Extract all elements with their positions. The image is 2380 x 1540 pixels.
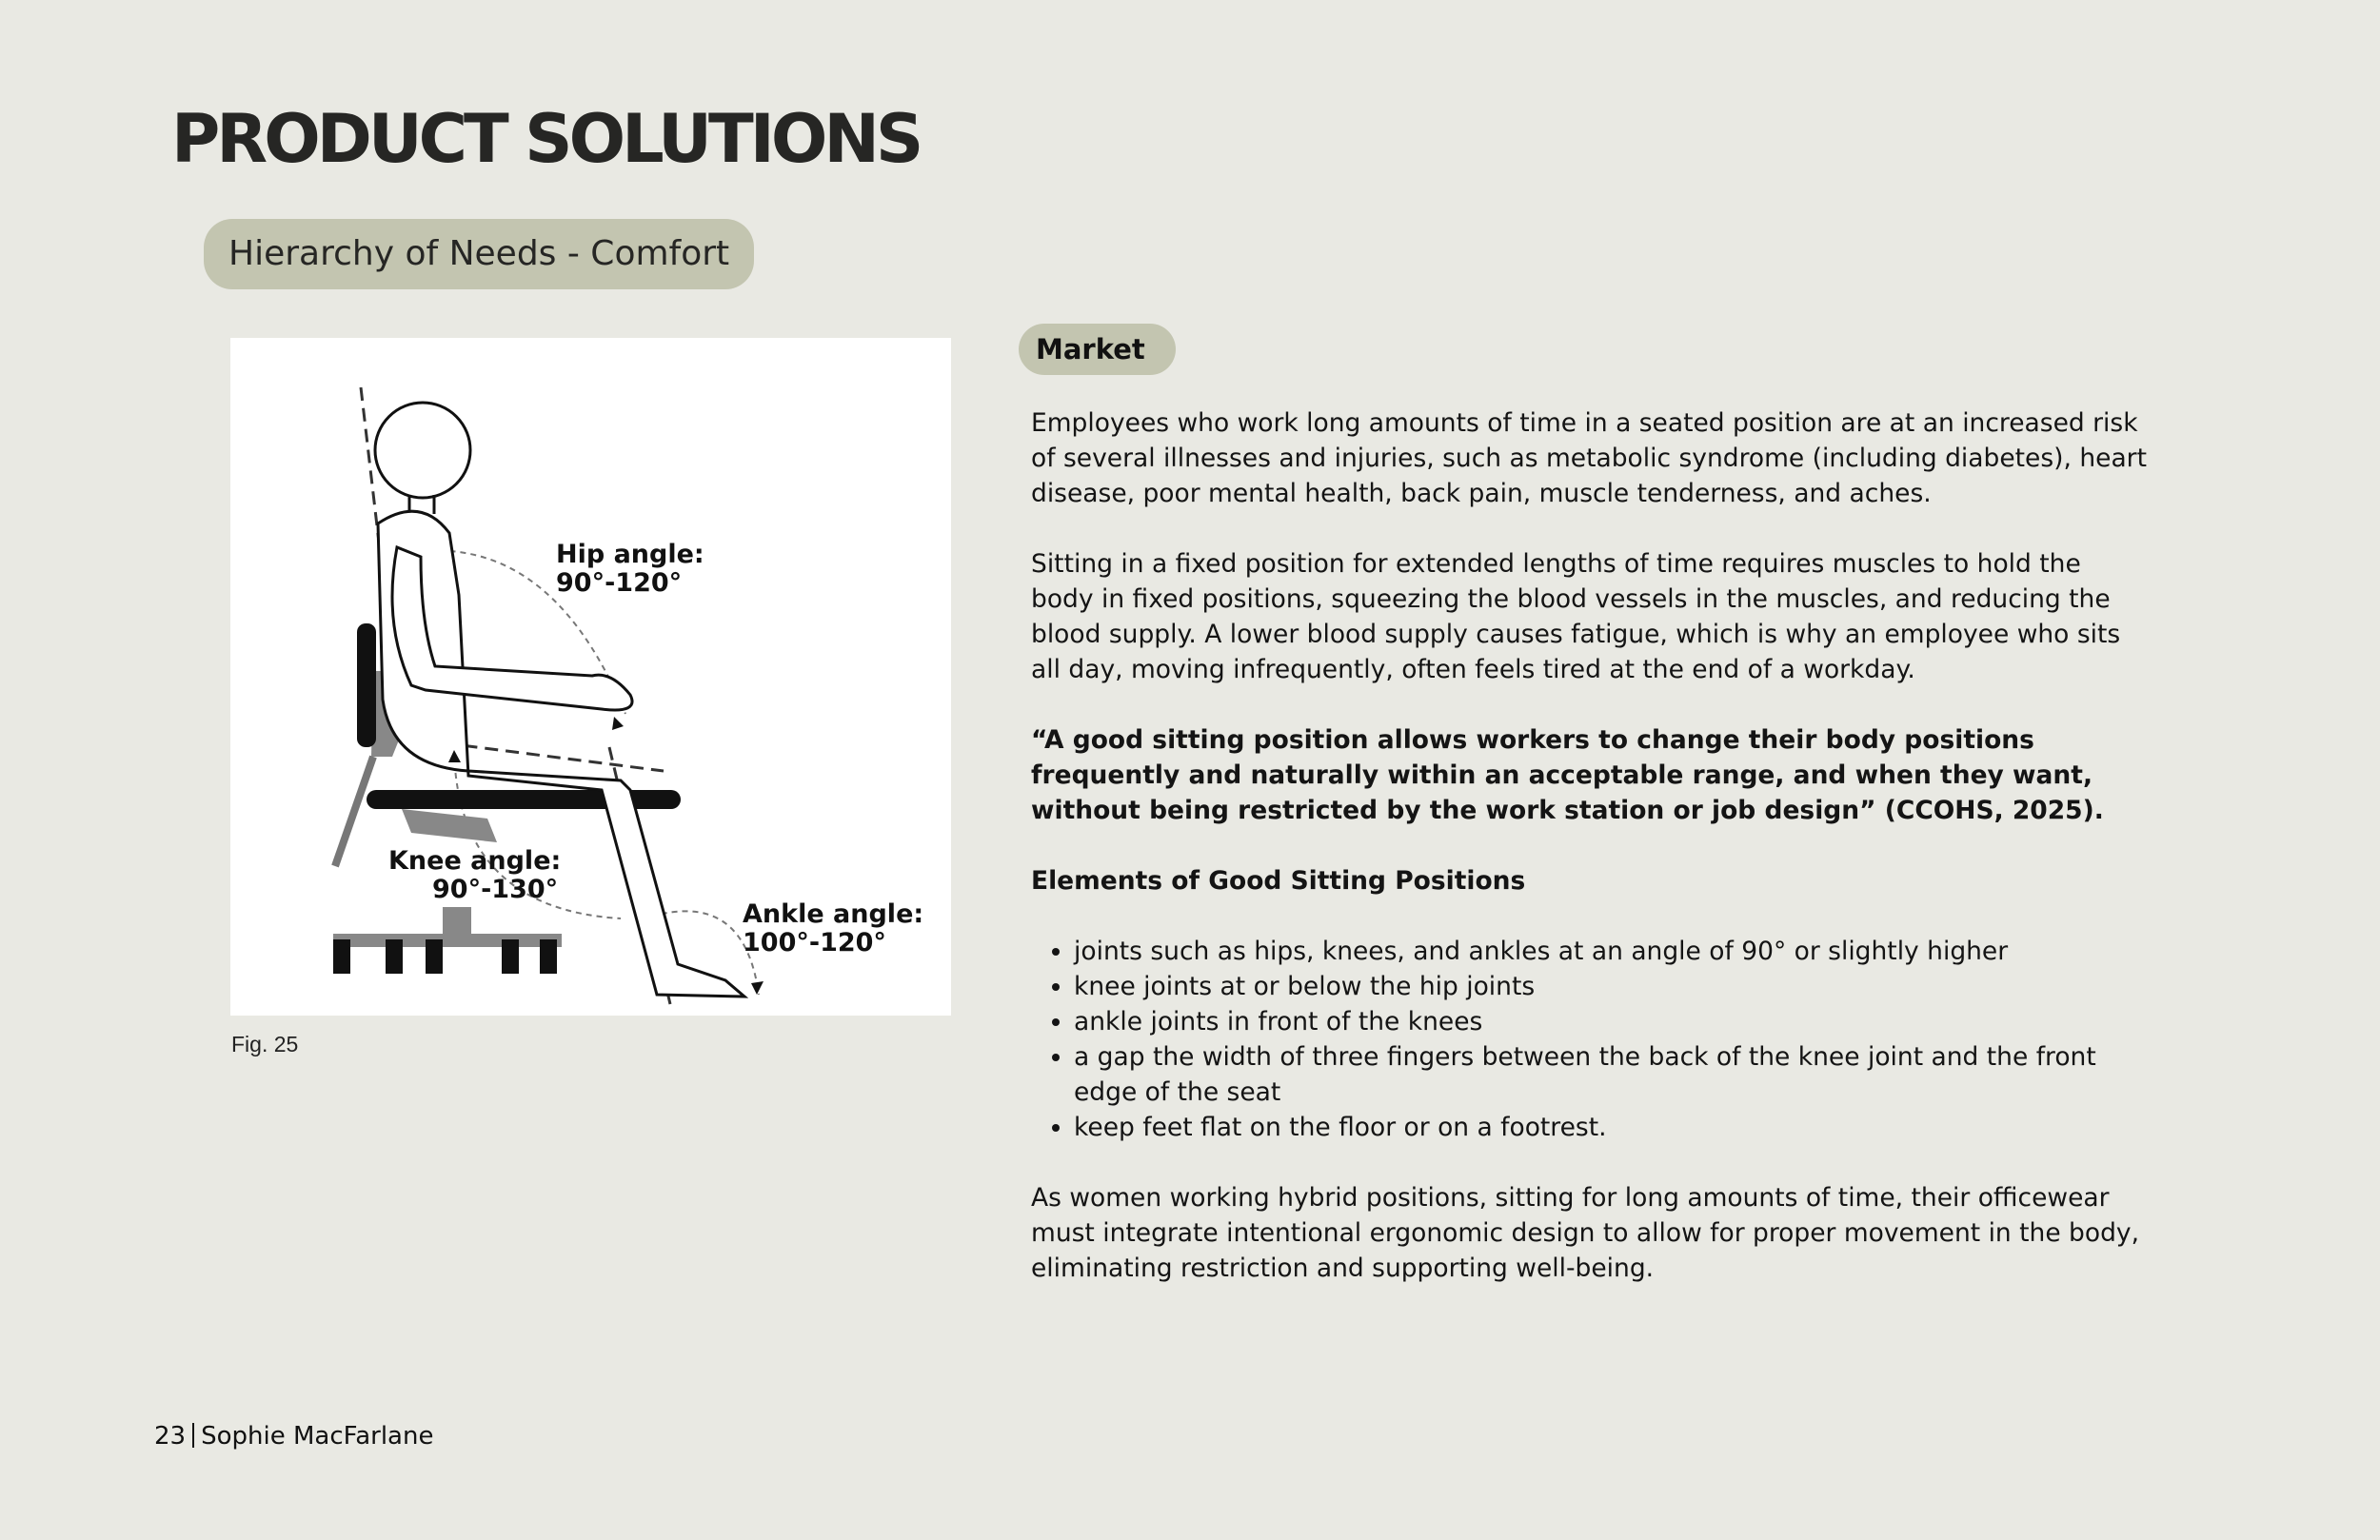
list-item: • joints such as hips, knees, and ankles at an angle of 90° or slightly higher <box>1074 934 2150 969</box>
ankle-angle-title: Ankle angle: <box>743 899 924 929</box>
chair-caster <box>502 939 519 974</box>
hip-angle-title: Hip angle: <box>556 540 704 569</box>
knee-angle-range: 90°-130° <box>432 875 559 904</box>
chair-caster <box>540 939 557 974</box>
knee-angle-title: Knee angle: <box>388 846 562 876</box>
chair-caster <box>386 939 403 974</box>
chair-base <box>333 934 562 947</box>
footer-divider <box>192 1423 194 1448</box>
page-title: PRODUCT SOLUTIONS <box>171 100 921 178</box>
market-paragraph-1: Employees who work long amounts of time in a seated position are at an increased risk of several illnesses and injuries, such as metabolic syndrome (including diabetes), heart disease, poor mental health, back pain, muscle tenderness, and aches. <box>1031 408 2147 508</box>
chair-mechanism <box>402 809 497 842</box>
ccohs-quote: “A good sitting position allows workers to change their body positions frequently and naturally within an acceptable range, and when they want, without being restricted by the work station or job design” (CCOHS, 2025). <box>1031 725 2104 825</box>
list-item: • ankle joints in front of the knees <box>1074 1004 2150 1039</box>
market-text-column <box>1031 405 2150 1321</box>
elements-list <box>1031 934 2150 1145</box>
chair-column <box>443 907 471 934</box>
list-item: • a gap the width of three fingers between the back of the knee joint and the front edge of the seat <box>1074 1039 2150 1110</box>
closing-paragraph: As women working hybrid positions, sitting for long amounts of time, their officewear must integrate intentional ergonomic design to allow for proper movement in the body, eliminating restriction and supporting well-being. <box>1031 1183 2140 1283</box>
chair-back-post <box>335 757 373 866</box>
list-item: • knee joints at or below the hip joints <box>1074 969 2150 1004</box>
sitting-posture-figure <box>230 338 951 1016</box>
ankle-angle-range: 100°-120° <box>743 928 886 958</box>
hip-arrow <box>612 717 624 730</box>
author-name: Sophie MacFarlane <box>201 1422 434 1451</box>
page-footer <box>154 1422 433 1451</box>
chair-caster <box>333 939 350 974</box>
figure-caption: Fig. 25 <box>231 1032 299 1056</box>
elements-heading: Elements of Good Sitting Positions <box>1031 866 1526 896</box>
person-head <box>375 403 470 498</box>
chair-caster <box>426 939 443 974</box>
sitting-posture-diagram <box>230 338 951 1016</box>
page-number: 23 <box>154 1422 187 1451</box>
hip-angle-range: 90°-120° <box>556 568 683 598</box>
market-label: Market <box>1019 324 1176 375</box>
ankle-arrow <box>751 981 764 995</box>
chair-lumbar-support <box>357 623 376 747</box>
section-subtitle: Hierarchy of Needs - Comfort <box>204 219 754 289</box>
list-item: • keep feet flat on the floor or on a footrest. <box>1074 1110 2150 1145</box>
market-paragraph-2: Sitting in a fixed position for extended lengths of time requires muscles to hold the body in fixed positions, squeezing the blood vessels in the muscles, and reducing the blood supply. A lower blood supply causes fatigue, which is why an employee who sits all day, moving infrequently, often feels tired at the end of a workday. <box>1031 549 2121 684</box>
